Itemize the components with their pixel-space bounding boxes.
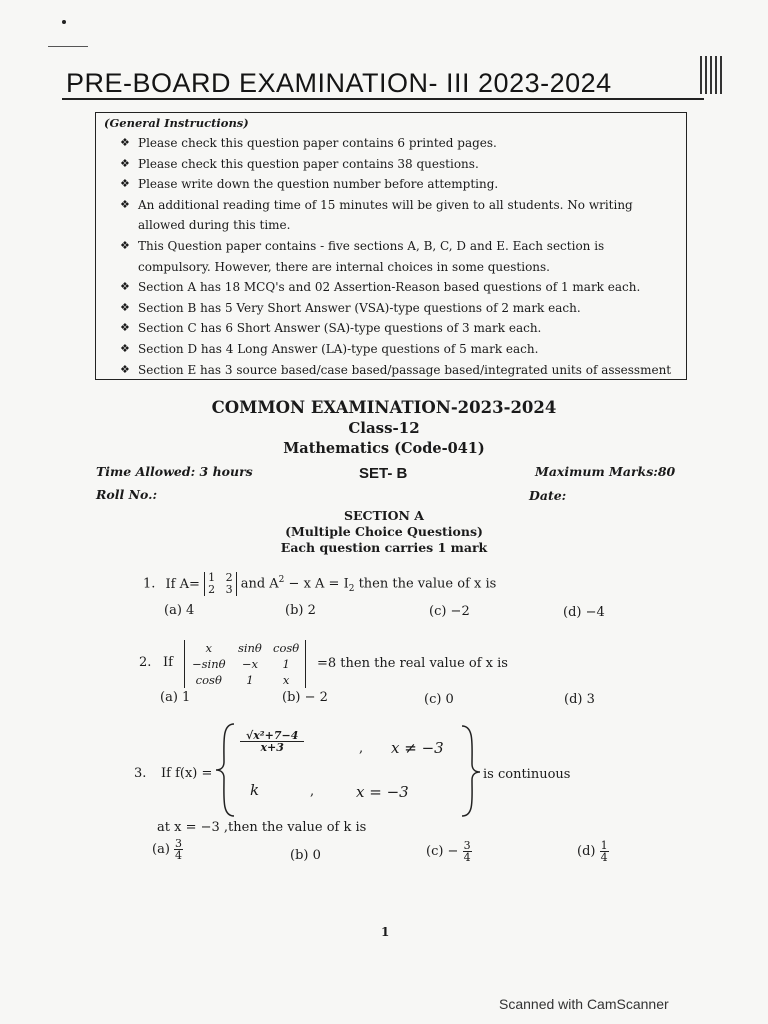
- fraction-denominator: 4: [600, 851, 608, 864]
- subscript: 2: [348, 584, 355, 595]
- scan-stamp-mark: [700, 56, 722, 94]
- max-marks: Maximum Marks:80: [535, 464, 676, 479]
- exam-subject: Mathematics (Code-041): [283, 440, 485, 457]
- q2-option-c: (c) 0: [424, 692, 454, 707]
- set-label: SET- B: [359, 465, 408, 482]
- determinant: [184, 640, 306, 688]
- det-cell: 1: [246, 673, 254, 687]
- q2-option-a: (a) 1: [160, 690, 191, 705]
- q1-option-b: (b) 2: [285, 603, 316, 618]
- exam-title: COMMON EXAMINATION-2023-2024: [211, 398, 557, 417]
- section-title: SECTION A: [343, 508, 425, 523]
- instructions-heading: (General Instructions): [104, 116, 249, 130]
- q1-option-d: (d) −4: [563, 605, 605, 620]
- question-3-suffix: is continuous: [483, 767, 571, 782]
- question-number: 1.: [143, 576, 156, 592]
- question-3-followup: at x = −3 ,then the value of k is: [157, 820, 367, 835]
- fraction-numerator: √x²+7−4: [240, 730, 304, 742]
- fraction-numerator: 1: [600, 839, 608, 852]
- section-subtitle: (Multiple Choice Questions): [285, 524, 483, 539]
- instruction-item: ❖ Section C has 6 Short Answer (SA)-type questions of 3 mark each.: [120, 318, 676, 339]
- question-2-number: 2.: [139, 655, 152, 670]
- instruction-item: ❖ An additional reading time of 15 minutes will be given to all students. No writing allowed during this time.: [120, 195, 676, 236]
- question-middle: and A: [240, 576, 279, 592]
- instruction-item: ❖ Section B has 5 Very Short Answer (VSA)-type questions of 2 mark each.: [120, 298, 676, 319]
- question-equation: − x A = I: [284, 576, 349, 592]
- matrix-a: [204, 572, 237, 596]
- case1-comma: ,: [359, 741, 364, 756]
- instructions-list: [120, 133, 676, 380]
- fraction-numerator: 3: [175, 837, 183, 850]
- scan-speck: [62, 20, 66, 24]
- matrix-cell: 3: [225, 583, 233, 596]
- det-cell: cosθ: [273, 641, 300, 655]
- exam-class: Class-12: [348, 419, 420, 437]
- q3-option-b: (b) 0: [290, 848, 321, 863]
- left-brace: [214, 722, 236, 818]
- matrix-cell: 2: [208, 583, 216, 596]
- fraction-numerator: 3: [463, 839, 471, 852]
- case2-condition: x = −3: [356, 783, 409, 801]
- option-label: (c) −: [426, 844, 459, 859]
- page-number: 1: [381, 925, 390, 939]
- q3-option-d: [577, 840, 609, 863]
- question-3-prefix: If f(x) =: [161, 766, 213, 781]
- time-allowed: Time Allowed: 3 hours: [96, 464, 253, 479]
- q3-option-c: [426, 840, 472, 863]
- case1-fraction: [240, 730, 304, 753]
- page-header-title: PRE-BOARD EXAMINATION- III 2023-2024: [66, 68, 612, 98]
- case1-condition: x ≠ −3: [391, 739, 444, 757]
- question-2-tail: =8 then the real value of x is: [317, 656, 508, 671]
- roll-no: Roll No.:: [96, 487, 158, 502]
- instruction-item: ❖ Please check this question paper contains 6 printed pages.: [120, 133, 676, 154]
- fraction-denominator: 4: [175, 849, 183, 862]
- section-note: Each question carries 1 mark: [280, 540, 488, 555]
- date-label: Date:: [529, 488, 567, 503]
- det-cell: −x: [241, 657, 258, 671]
- matrix-cell: 2: [225, 571, 233, 584]
- det-cell: 1: [282, 657, 290, 671]
- instruction-item: ❖ Section A has 18 MCQ's and 02 Assertion-Reason based questions of 1 mark each.: [120, 277, 676, 298]
- scan-mark: [48, 46, 88, 47]
- instruction-item: ❖ This Question paper contains - five sections A, B, C, D and E. Each section is compulsory. However, there are internal choices in some questions.: [120, 236, 676, 277]
- det-cell: sinθ: [237, 641, 262, 655]
- question-tail: then the value of x is: [354, 576, 497, 592]
- header-underline: [62, 98, 704, 100]
- right-brace: [460, 724, 482, 818]
- question-1: [143, 572, 496, 596]
- q2-option-b: (b) − 2: [282, 690, 328, 705]
- instruction-item: ❖ Section D has 4 Long Answer (LA)-type questions of 5 mark each.: [120, 339, 676, 360]
- det-cell: x: [282, 673, 290, 687]
- case2-comma: ,: [310, 784, 315, 799]
- q3-option-a: [152, 838, 183, 861]
- option-label: (a): [152, 842, 170, 857]
- instruction-item: ❖ Section E has 3 source based/case based/passage based/integrated units of assessment: [120, 360, 676, 381]
- q1-option-c: (c) −2: [429, 604, 470, 619]
- fraction-denominator: 4: [463, 851, 471, 864]
- det-cell: cosθ: [195, 673, 222, 687]
- scanner-watermark: Scanned with CamScanner: [499, 996, 669, 1012]
- question-prefix: If A=: [165, 576, 200, 592]
- det-cell: −sinθ: [192, 657, 226, 671]
- question-3-number: 3.: [134, 766, 147, 781]
- question-2-prefix: If: [163, 655, 173, 670]
- q1-option-a: (a) 4: [164, 603, 195, 618]
- matrix-cell: 1: [208, 571, 216, 584]
- exponent: 2: [278, 575, 285, 586]
- option-label: (d): [577, 844, 596, 859]
- instruction-item: ❖ Please check this question paper contains 38 questions.: [120, 154, 676, 175]
- det-cell: x: [205, 641, 213, 655]
- q2-option-d: (d) 3: [564, 692, 595, 707]
- instruction-item: ❖ Please write down the question number before attempting.: [120, 174, 676, 195]
- fraction-denominator: x+3: [260, 741, 284, 754]
- case2-value: k: [250, 781, 260, 799]
